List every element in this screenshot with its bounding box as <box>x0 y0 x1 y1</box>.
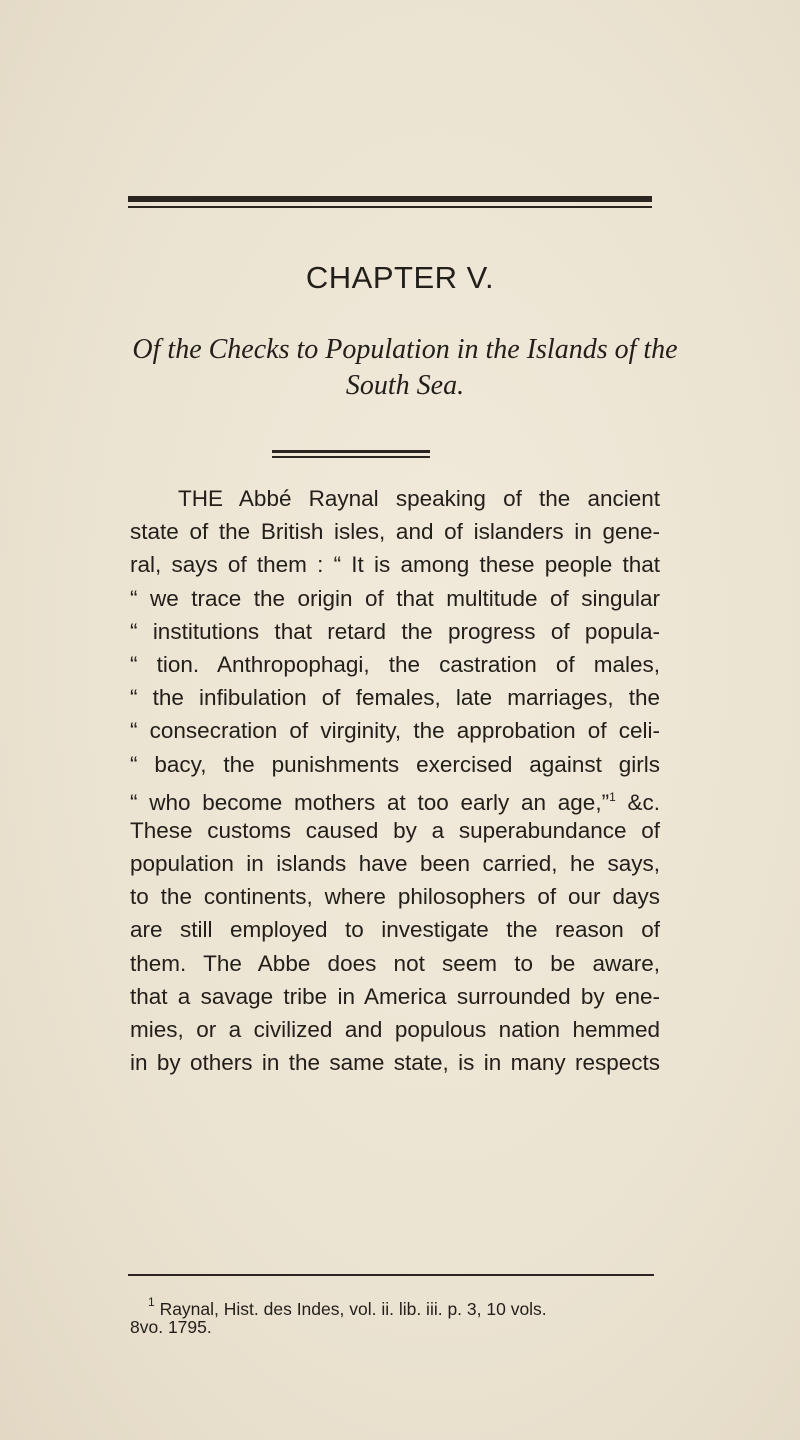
body-line: to the continents, where philosophers of our days <box>130 884 660 910</box>
body-line: These customs caused by a superabundance of <box>130 817 660 843</box>
body-line: ral, says of them : “ It is among these people that <box>130 552 660 578</box>
section-rule-bottom <box>272 456 430 458</box>
chapter-title: CHAPTER V. <box>305 260 495 295</box>
subtitle-line-2: South Sea. <box>345 370 465 401</box>
body-paragraph <box>130 482 660 1079</box>
subtitle-line-1: Of the Checks to Population in the Islands of the <box>132 334 678 365</box>
body-line: population in islands have been carried, he says, <box>130 851 660 877</box>
body-line: “ bacy, the punishments exercised against girls <box>130 751 660 777</box>
body-line: “ we trace the origin of that multitude of singular <box>130 585 660 611</box>
body-line-with-footnote <box>130 781 660 814</box>
body-line: THE Abbé Raynal speaking of the ancient <box>178 486 660 511</box>
body-line: “ institutions that retard the progress of popula- <box>130 618 660 644</box>
body-line-tail: &c. <box>615 789 660 815</box>
body-line: are still employed to investigate the reason of <box>130 917 660 943</box>
body-line: in by others in the same state, is in many respects <box>130 1050 660 1076</box>
body-line: “ consecration of virginity, the approbation of celi- <box>130 718 660 744</box>
header-rule-thick <box>128 196 652 202</box>
chapter-subtitle <box>130 332 680 404</box>
section-rule-top <box>272 450 430 453</box>
footnote-rule <box>128 1274 654 1276</box>
footnote-marker: 1 <box>148 1295 155 1309</box>
footnote-line-1 <box>130 1290 660 1319</box>
body-line: state of the British isles, and of islanders in gene- <box>130 519 660 545</box>
footnote <box>130 1290 660 1340</box>
body-line: that a savage tribe in America surrounded by ene- <box>130 983 660 1009</box>
footnote-reference: 1 <box>609 789 616 804</box>
body-line: them. The Abbe does not seem to be aware, <box>130 950 660 976</box>
body-line: mies, or a civilized and populous nation hemmed <box>130 1017 660 1042</box>
body-line-text: “ who become mothers at too early an age,” <box>130 789 610 815</box>
header-rule-thin <box>128 206 652 208</box>
body-line: “ the infibulation of females, late marriages, the <box>130 685 660 711</box>
footnote-line-2: 8vo. 1795. <box>130 1317 212 1337</box>
footnote-text: Raynal, Hist. des Indes, vol. ii. lib. iii. p. 3, 10 vols. <box>159 1299 547 1319</box>
body-line: “ tion. Anthropophagi, the castration of males, <box>130 651 660 677</box>
